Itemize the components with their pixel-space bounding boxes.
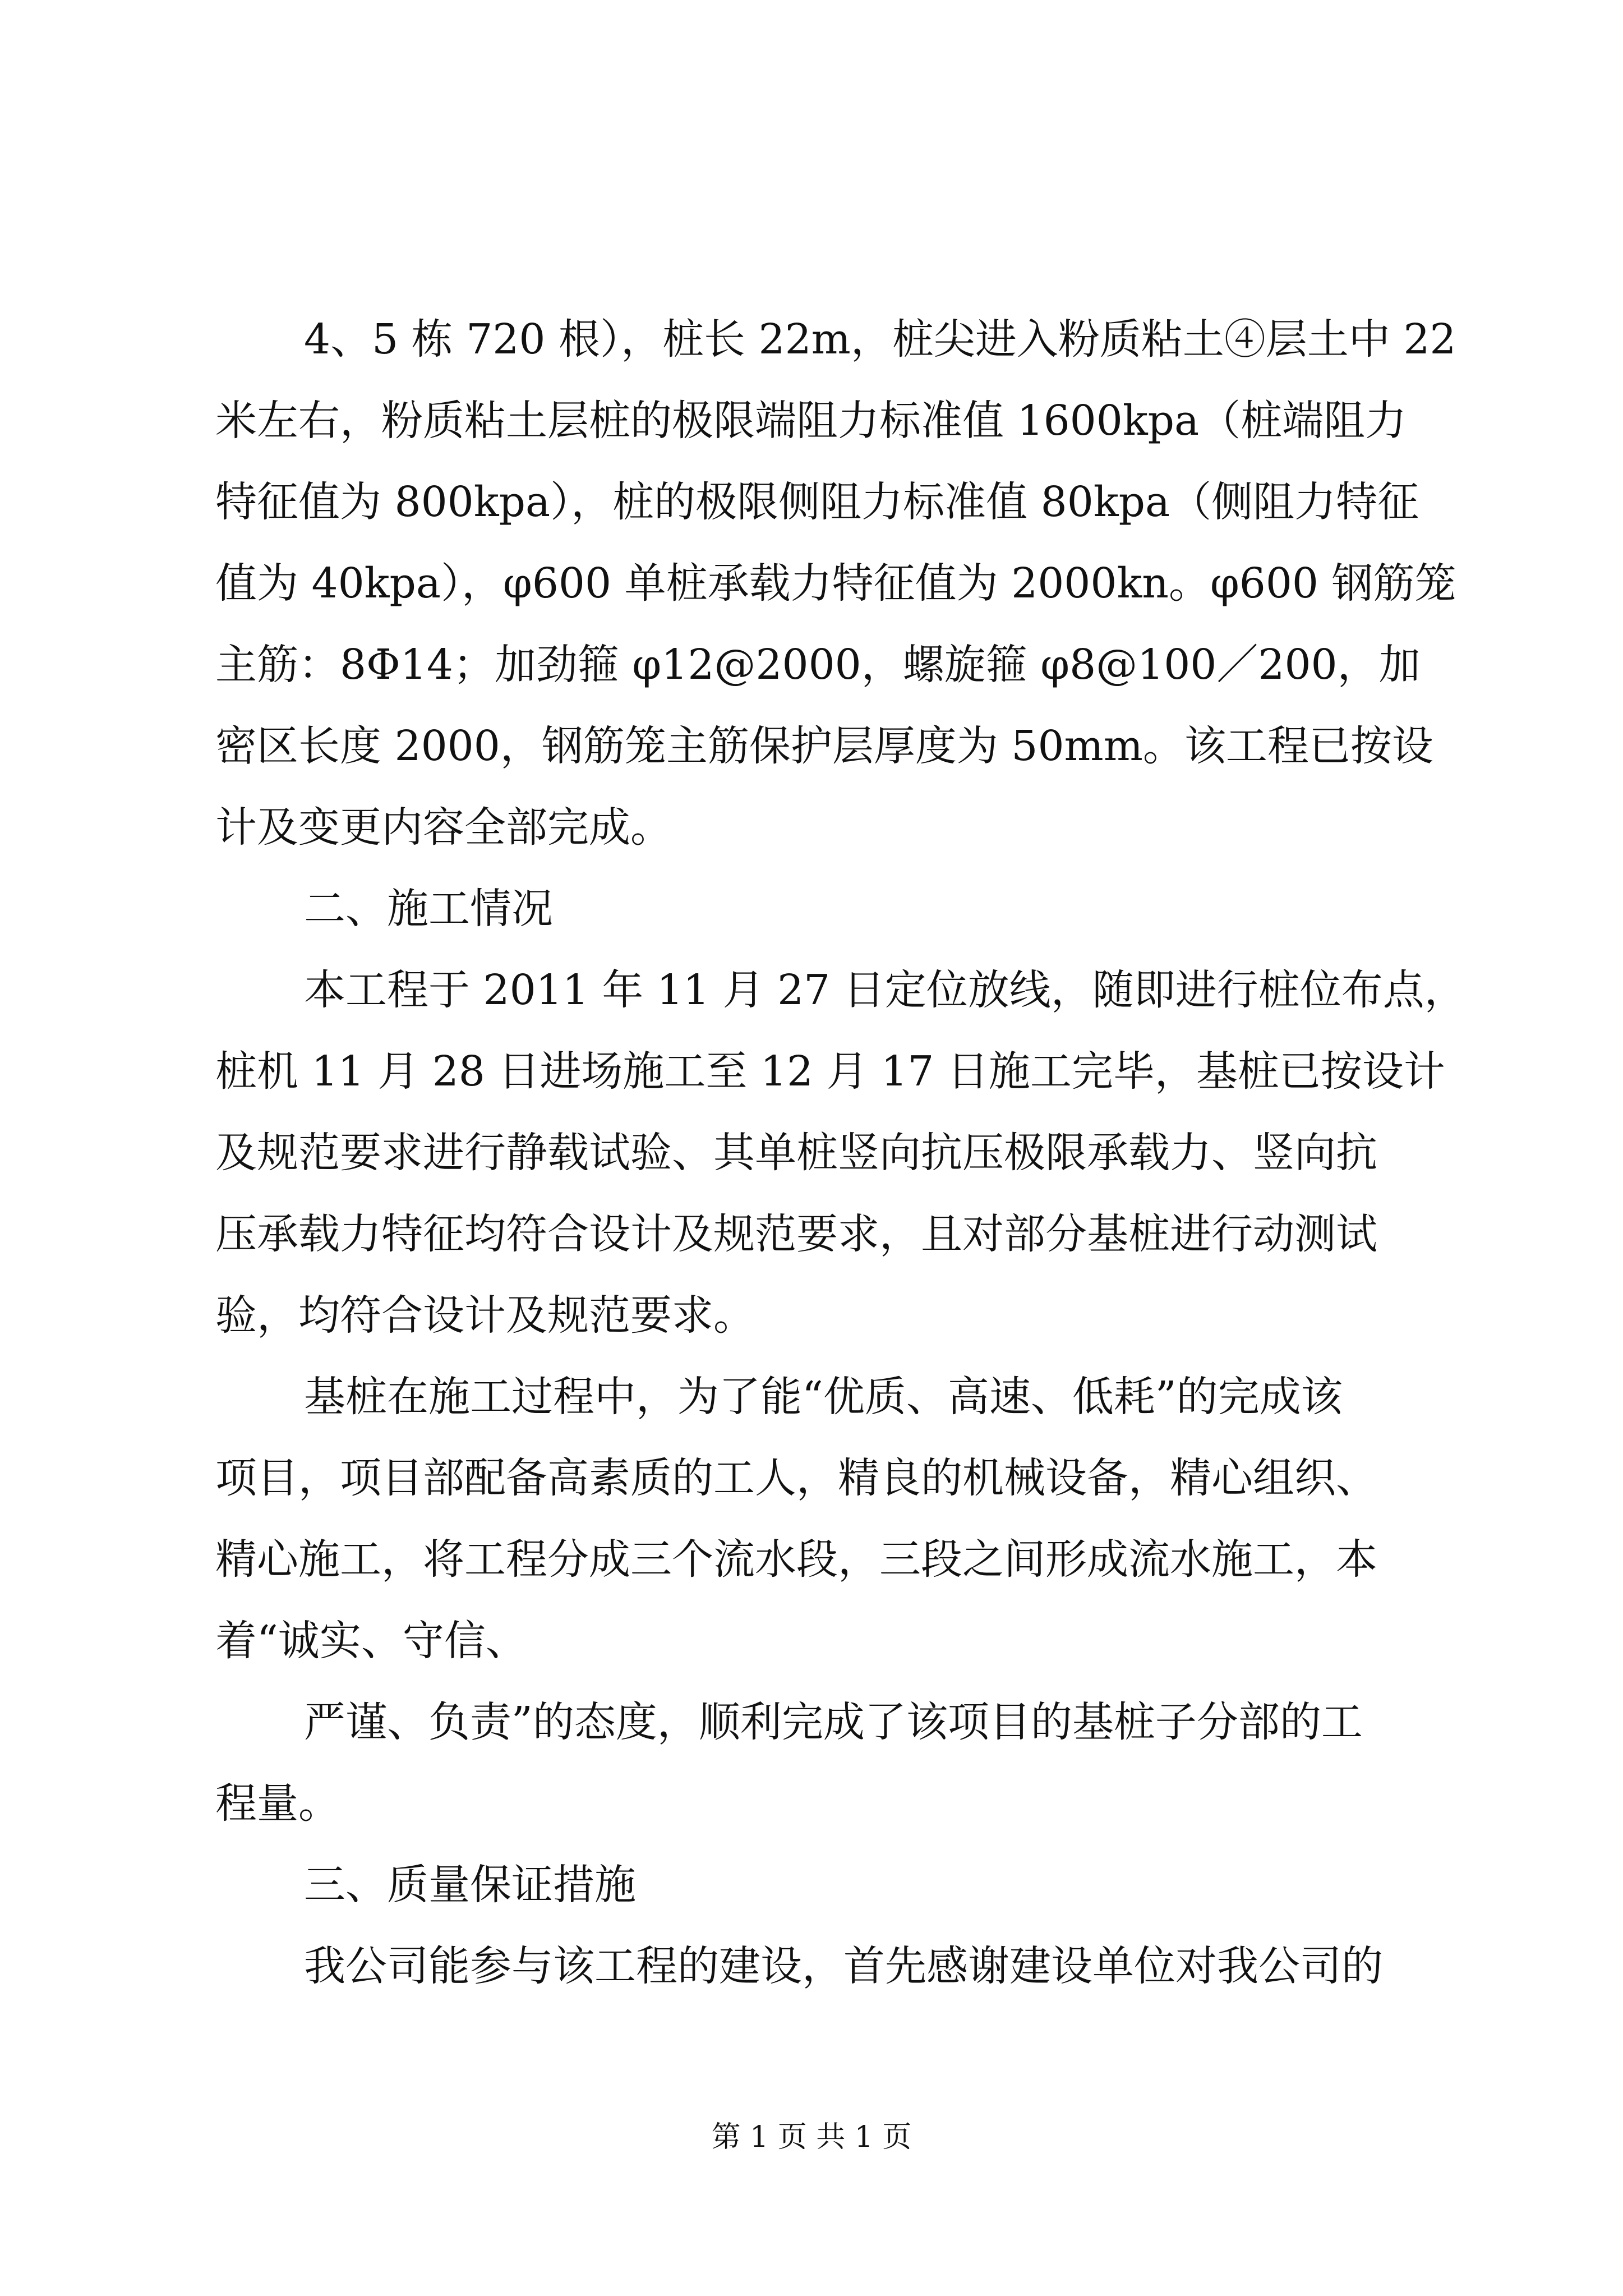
text-line: 验，均符合设计及规范要求。 (215, 1291, 755, 1340)
text-line: 密区长度 2000，钢筋笼主筋保护层厚度为 50mm。该工程已按设 (215, 722, 1433, 770)
text-line: 桩机 11 月 28 日进场施工至 12 月 17 日施工完毕，基桩已按设计 (215, 1047, 1445, 1096)
text-line: 精心施工，将工程分成三个流水段，三段之间形成流水施工，本 (215, 1535, 1377, 1584)
text-line: 值为 40kpa），φ600 单桩承载力特征值为 2000kn。φ600 钢筋笼 (215, 559, 1456, 608)
text-line: 基桩在施工过程中，为了能“优质、高速、低耗”的完成该 (304, 1373, 1343, 1421)
text-line: 严谨、负责”的态度，顺利完成了该项目的基桩子分部的工 (304, 1698, 1363, 1746)
text-line: 压承载力特征均符合设计及规范要求，且对部分基桩进行动测试 (215, 1210, 1377, 1258)
text-line: 主筋：8Φ14；加劲箍 φ12@2000，螺旋箍 φ8@100／200，加 (215, 641, 1421, 689)
text-line: 特征值为 800kpa），桩的极限侧阻力标准值 80kpa（侧阻力特征 (215, 478, 1419, 526)
section-heading: 二、施工情况 (304, 885, 553, 933)
text-line: 4、5 栋 720 根），桩长 22m，桩尖进入粉质粘土④层土中 22 (304, 315, 1456, 364)
text-line: 本工程于 2011 年 11 月 27 日定位放线，随即进行桩位布点， (304, 966, 1466, 1014)
text-line: 及规范要求进行静载试验、其单桩竖向抗压极限承载力、竖向抗 (215, 1129, 1377, 1177)
text-line: 着“诚实、守信、 (215, 1617, 527, 1665)
text-line: 我公司能参与该工程的建设，首先感谢建设单位对我公司的 (304, 1942, 1383, 1990)
section-heading: 三、质量保证措施 (304, 1861, 636, 1909)
page-footer: 第 1 页 共 1 页 (711, 2120, 912, 2154)
text-line: 项目，项目部配备高素质的工人，精良的机械设备，精心组织、 (215, 1454, 1377, 1502)
text-line: 程量。 (215, 1779, 340, 1828)
text-line: 计及变更内容全部完成。 (215, 803, 672, 852)
text-line: 米左右，粉质粘土层桩的极限端阻力标准值 1600kpa（桩端阻力 (215, 397, 1407, 445)
